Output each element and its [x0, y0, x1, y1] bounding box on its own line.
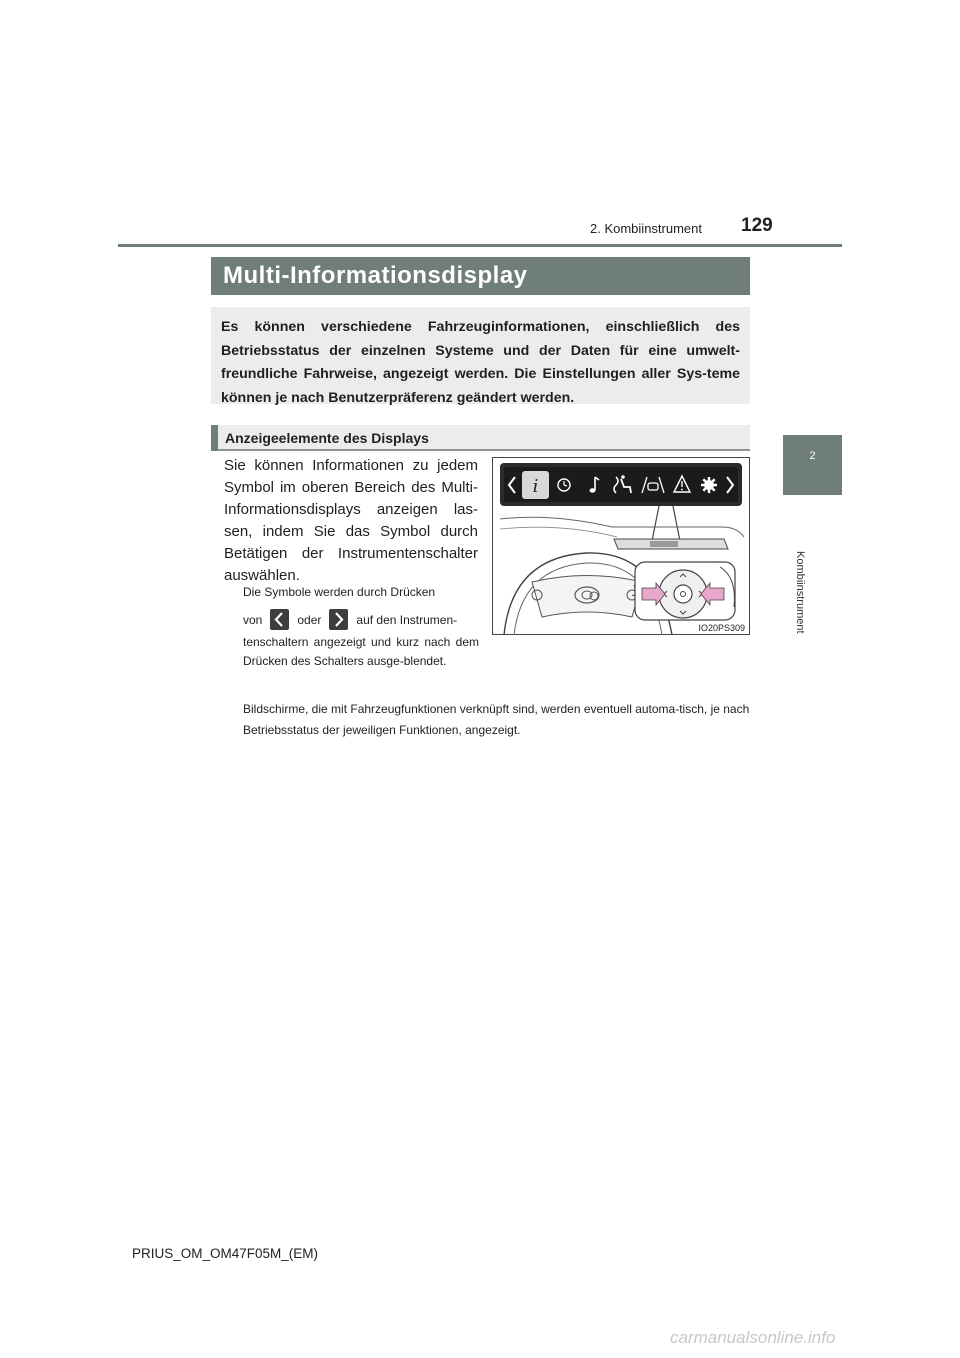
info-icon: [522, 471, 549, 499]
note-1-line-2: [243, 608, 479, 632]
subsection-underline: [218, 449, 750, 451]
subsection-title: Anzeigeelemente des Displays: [225, 430, 429, 446]
steering-wheel-illustration: [492, 457, 750, 635]
note-1-line-1: Die Symbole werden durch Drücken: [243, 585, 436, 599]
watermark: carmanualsonline.info: [670, 1328, 836, 1347]
svg-text:i: i: [532, 476, 539, 497]
note-2: Bildschirme, die mit Fahrzeugfunktionen verknüpft sind, werden eventuell automa-tisch, je nach Betriebsstatus der jeweiligen Funktionen, angezeigt.: [243, 702, 750, 737]
chapter-tab-label: Kombiinstrument: [794, 551, 806, 634]
header-divider: [118, 244, 842, 247]
chapter-tab-number: 2: [809, 450, 816, 462]
note-1-oder: oder: [297, 613, 322, 627]
figure-code: IO20PS309: [698, 623, 745, 633]
subsection-accent: [211, 425, 218, 451]
intro-text: Es können verschiedene Fahrzeuginformationen, einschließlich des Betriebsstatus der einzelnen Systeme und der Daten für eine umwelt-freundliche Fahrweise, angezeigt werden. Die Einstellungen aller Sys-teme können je nach Benutzerpräferenz geändert werden.: [221, 319, 740, 406]
footer-doc-code: PRIUS_OM_OM47F05M_(EM): [132, 1246, 319, 1261]
intro-box: [211, 307, 750, 404]
header-section-title: 2. Kombiinstrument: [590, 221, 702, 236]
section-title: Multi-Informationsdisplay: [223, 262, 528, 289]
settings-gear-icon: [701, 477, 717, 493]
instrument-figure: [492, 457, 750, 635]
note-1-auf: auf den Instrumen-: [356, 613, 458, 627]
chevron-right-icon: [329, 609, 348, 630]
chevron-left-icon: [270, 609, 289, 630]
body-paragraph: Sie können Informationen zu jedem Symbol im oberen Bereich des Multi-Informationsdisplays anzeigen las-sen, indem Sie das Symbol durch Betätigen der Instrumentenschalter auswählen.: [224, 457, 478, 584]
chapter-tab: [783, 435, 842, 495]
note-1-von: von: [243, 613, 263, 627]
note-1-rest: tenschaltern angezeigt und kurz nach dem Drücken des Schalters ausge-blendet.: [243, 635, 479, 668]
page-number: 129: [741, 215, 773, 236]
